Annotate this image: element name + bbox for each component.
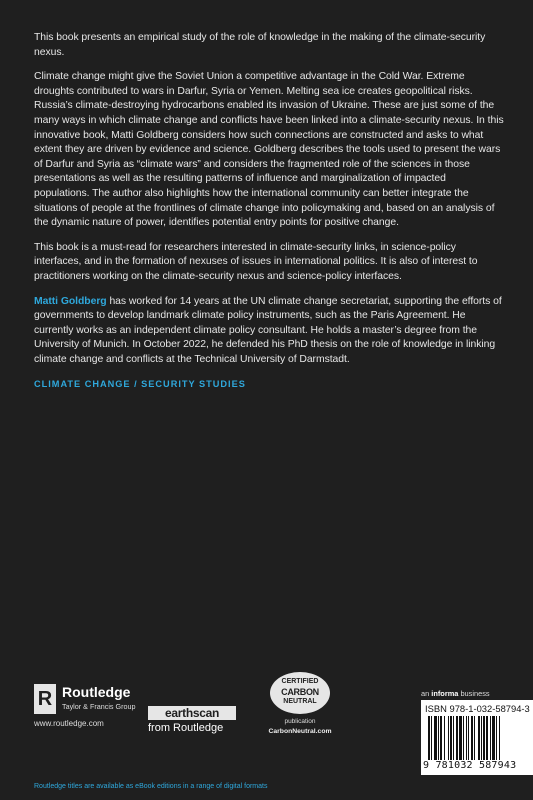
barcode-bar [450,716,452,760]
description-paragraph-3: This book is a must-read for researchers interested in climate-security links, in science-policy interfaces, and in the formation of nexuses of issues in international politics. It is also of interest to practitioners working on the climate-security nexus and science-policy interfaces. [34,241,478,282]
subject-category: CLIMATE CHANGE / SECURITY STUDIES [34,379,246,390]
logo-strip [0,660,533,780]
informa-suffix: business [458,689,490,698]
earthscan-wordmark: earthscan [148,706,236,720]
isbn-text: ISBN 978-1-032-58794-3 [425,703,530,714]
carbon-url: CarbonNeutral.com [268,728,332,735]
barcode-bar [456,716,458,760]
informa-brand: informa [431,689,459,698]
carbon-neutral-seal-icon [270,672,330,714]
barcode-bar [483,716,485,760]
barcode-bar [434,716,437,760]
barcode-bar [496,716,497,760]
barcode-bar [459,716,462,760]
barcode-bar [444,716,445,760]
barcode-bar [474,716,475,760]
barcode-bar [463,716,464,760]
routledge-group: Taylor & Francis Group [62,702,136,711]
barcode-bars-icon [427,716,531,760]
seal-certified: CERTIFIED [281,678,319,685]
barcode-bar [440,716,442,760]
barcode-bar [453,716,454,760]
author-bio [34,295,504,368]
routledge-mark-icon: R [34,684,56,714]
barcode-bar [468,716,469,760]
barcode-panel [421,700,533,775]
seal-carbon: CARBON [281,687,319,697]
earthscan-subtitle: from Routledge [148,722,224,734]
carbon-publication: publication [284,718,316,725]
barcode-bar [431,716,432,760]
author-name: Matti Goldberg [34,295,107,307]
routledge-name: Routledge [62,684,131,700]
barcode-bar [466,716,467,760]
earthscan-logo [148,706,240,736]
barcode-bar [448,716,449,760]
barcode-bar [478,716,480,760]
routledge-url: www.routledge.com [34,719,104,728]
barcode-bar [481,716,482,760]
author-bio-text: has worked for 14 years at the UN climate change secretariat, supporting the efforts of governments to develop landmark climate policy instruments, such as the Paris Agreement. He currently works as an independent climate policy consultant. He holds a master’s degree from the University of Munich. In October 2022, he defended his PhD thesis on the role of knowledge in linking climate change and conflicts at the Technical University of Darmstadt. [34,295,502,365]
informa-business [421,689,490,698]
informa-prefix: an [421,689,432,698]
back-cover-text [34,31,504,392]
description-paragraph-2: Climate change might give the Soviet Union a competitive advantage in the Cold War. Extreme droughts contributed to wars in Darfur, Syria or Yemen. Melting sea ice creates geopolitical risks. Russia’s climate-destroying hydrocarbons enabled its invasion of Ukraine. These are just some of the many ways in which climate change and conflicts have been linked into a climate-security nexus. In this innovative book, Matti Goldberg considers how such connections are constructed and asks to what extent they are driven by evidence and science. Goldberg describes the tools used to present the wars of Darfur and Syria as “climate wars” and considers the fragmented role of the sciences in those presentations as well as the resulting patterns of influence and marginalization of impacted populations. The author also highlights how the international community can better integrate the situations of people at the frontlines of climate change into policymaking and, based on an analysis of the dynamic nature of power, identifies potential entry points for positive change. [34,71,504,229]
routledge-logo [34,684,144,728]
barcode-bar [428,716,430,760]
barcode-digits: 9 781032 587943 [423,760,517,771]
barcode-bar [490,716,491,760]
seal-neutral: NEUTRAL [283,698,317,705]
barcode-bar [499,716,500,760]
barcode-bar [471,716,473,760]
carbon-neutral-logo [262,672,338,752]
barcode-bar [492,716,495,760]
ebook-footer: Routledge titles are available as eBook editions in a range of digital formats [34,783,268,790]
description-paragraph-1: This book presents an empirical study of the role of knowledge in the making of the climate-security nexus. [34,32,486,58]
barcode-bar [486,716,488,760]
barcode-bar [438,716,439,760]
